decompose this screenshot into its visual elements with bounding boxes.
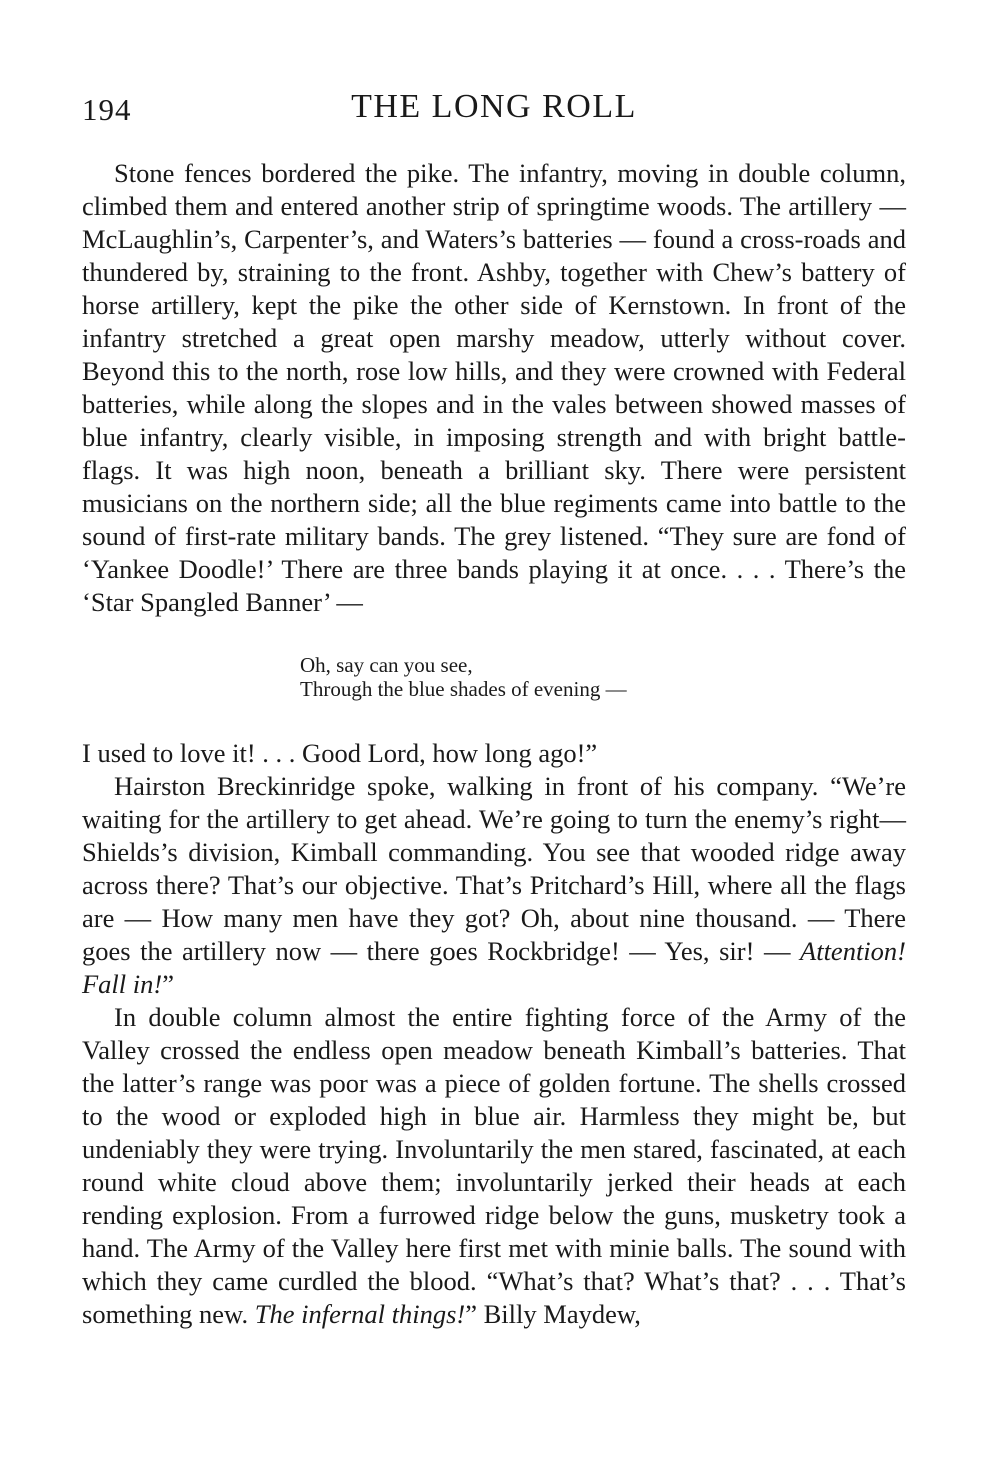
paragraph-1: Stone fences bordered the pike. The infantry, moving in double column, climbed them and entered another strip of springtime woods. The artillery — McLaughlin’s, Carpenter’s, and Waters’s batteries — found a cross-roads and thundered by, straining to the front. Ashby, together with Chew’s battery of horse artillery, kept the pike the other side of Kernstown. In front of the infantry stretched a great open marshy meadow, utterly without cover. Beyond this to the north, rose low hills, and they were crowned with Federal batteries, while along the slopes and in the vales between showed masses of blue infantry, clearly visible, in imposing strength and with bright battle-flags. It was high noon, beneath a brilliant sky. There were persistent musicians on the northern side; all the blue regiments came into battle to the sound of first-rate military bands. The grey listened. “They sure are fond of ‘Yankee Doodle!’ There are three bands playing it at once. . . . There’s the ‘Star Spangled Banner’ — [82,158,906,617]
poem-line-1: Oh, say can you see, [300,653,473,677]
page-header [82,88,906,138]
paragraph-3-end: ” [162,969,174,999]
paragraph-4 [82,1001,906,1331]
paragraph-3-italic: Attention! Fall in! [82,936,906,999]
paragraph-3-text: Hairston Breckinridge spoke, walking in front of his company. “We’re waiting for the artillery to get ahead. We’re going to turn the enemy’s right—Shields’s division, Kimball commanding. You see that wooded ridge away across there? That’s our objective. That’s Pritchard’s Hill, where all the flags are — How many men have they got? Oh, about nine thousand. — There goes the artillery now — there goes Rockbridge! — Yes, sir! — [82,771,906,966]
poem-line-2: Through the blue shades of evening — [300,677,627,701]
page-number: 194 [82,92,132,127]
paragraph-3 [82,770,906,1001]
paragraph-4-text: In double column almost the entire fighting force of the Army of the Valley crossed the endless open meadow beneath Kimball’s batteries. That the latter’s range was poor was a piece of golden fortune. The shells crossed to the wood or exploded high in blue air. Harmless they might be, but undeniably they were trying. Involuntarily the men stared, fascinated, at each round white cloud above them; involuntarily jerked their heads at each rending explosion. From a furrowed ridge below the guns, musketry took a hand. The Army of the Valley here first met with minie balls. The sound with which they came curdled the blood. “What’s that? What’s that? . . . That’s something new. [82,1002,906,1329]
running-title: THE LONG ROLL [351,88,637,125]
poem-quote [300,653,906,701]
paragraph-4-italic: The infernal things! [254,1299,466,1329]
paragraph-4-end: ” Billy Maydew, [465,1299,641,1329]
paragraph-2: I used to love it! . . . Good Lord, how long ago!” [82,738,598,768]
book-page [82,88,906,1331]
body-text [82,157,906,1331]
